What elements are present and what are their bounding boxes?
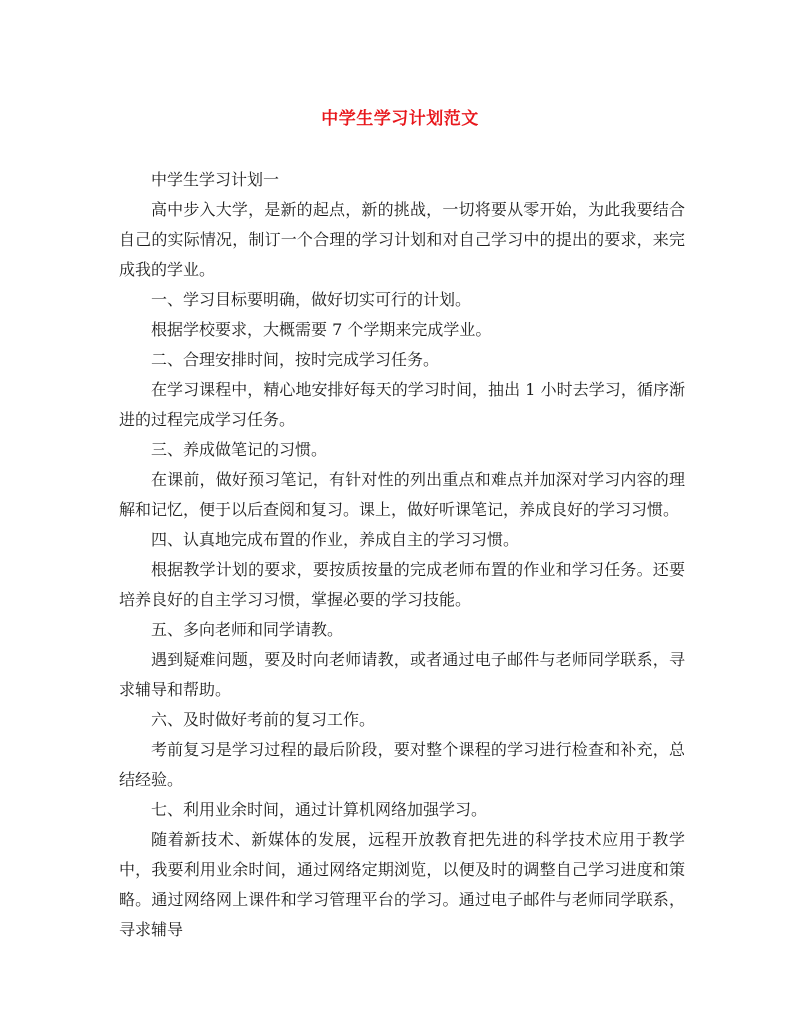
section-heading: 四、认真地完成布置的作业，养成自主的学习习惯。 bbox=[151, 530, 520, 549]
section-heading: 三、养成做笔记的习惯。 bbox=[151, 440, 328, 459]
page-title: 中学生学习计划范文 bbox=[321, 109, 479, 129]
paragraph: 高中步入大学，是新的起点，新的挑战，一切将要从零开始，为此我要结合自己的实际情况，制订一个合理的学习计划和对自己学习中的提出的要求，来完成我的学业。 bbox=[119, 200, 685, 279]
section-heading: 七、利用业余时间，通过计算机网络加强学习。 bbox=[151, 800, 488, 819]
section-heading: 五、多向老师和同学请教。 bbox=[151, 620, 344, 639]
paragraph: 遇到疑难问题，要及时向老师请教，或者通过电子邮件与老师同学联系，寻求辅导和帮助。 bbox=[119, 650, 685, 699]
paragraph: 在课前，做好预习笔记，有针对性的列出重点和难点并加深对学习内容的理解和记忆，便于以后查阅和复习。课上，做好听课笔记，养成良好的学习习惯。 bbox=[119, 470, 685, 519]
paragraph: 根据学校要求，大概需要 7 个学期来完成学业。 bbox=[151, 320, 492, 339]
section-heading: 一、学习目标要明确，做好切实可行的计划。 bbox=[151, 290, 472, 309]
document-body bbox=[119, 165, 685, 945]
paragraph: 随着新技术、新媒体的发展，远程开放教育把先进的科学技术应用于教学中，我要利用业余时间，通过网络定期浏览，以便及时的调整自己学习进度和策略。通过网络网上课件和学习管理平台的学习。通过电子邮件与老师同学联系，寻求辅导 bbox=[119, 830, 685, 939]
paragraph: 考前复习是学习过程的最后阶段，要对整个课程的学习进行检查和补充，总结经验。 bbox=[119, 740, 685, 789]
section-heading: 六、及时做好考前的复习工作。 bbox=[151, 710, 376, 729]
paragraph: 根据教学计划的要求，要按质按量的完成老师布置的作业和学习任务。还要培养良好的自主学习习惯，掌握必要的学习技能。 bbox=[119, 560, 685, 609]
paragraph: 在学习课程中，精心地安排好每天的学习时间，抽出 1 小时去学习，循序渐进的过程完成学习任务。 bbox=[119, 380, 685, 429]
section-heading: 二、合理安排时间，按时完成学习任务。 bbox=[151, 350, 440, 369]
section-heading: 中学生学习计划一 bbox=[151, 170, 280, 189]
